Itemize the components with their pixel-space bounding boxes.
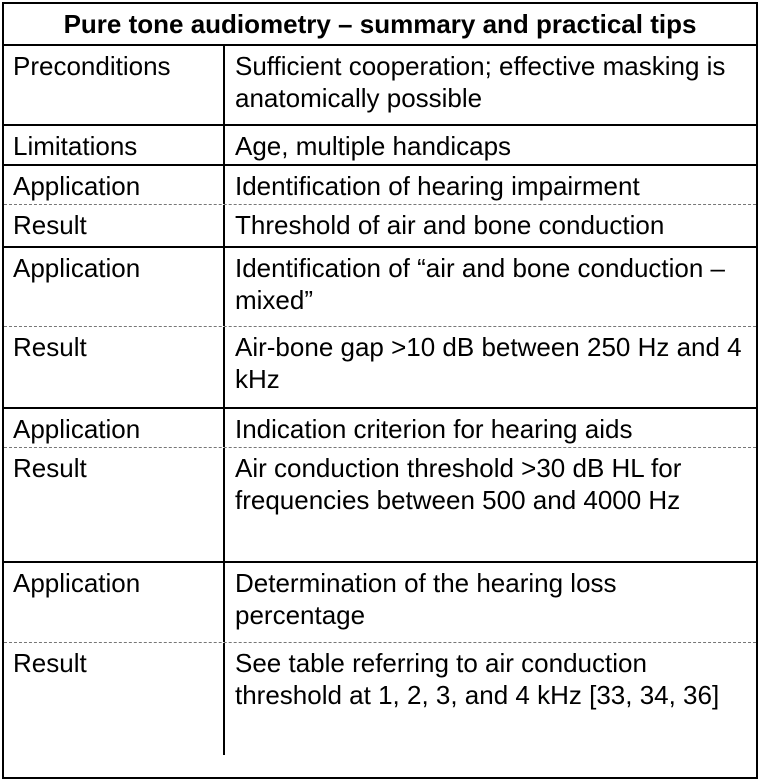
row-value: Air-bone gap >10 dB between 250 Hz and 4 kHz [235,332,742,394]
row-label: Application [4,409,225,447]
table-row [4,327,756,409]
row-label: Preconditions [4,46,225,124]
table-row [4,409,756,448]
row-label: Application [4,166,225,204]
row-value: Identification of hearing impairment [235,171,640,201]
table-row [4,205,756,248]
table-row [4,126,756,166]
table-row [4,643,756,755]
table-row [4,563,756,643]
row-label: Result [4,205,225,246]
row-label: Result [4,327,225,407]
summary-table [2,2,758,779]
row-label: Application [4,248,225,326]
table-row [4,166,756,205]
row-value: See table referring to air conduction threshold at 1, 2, 3, and 4 kHz [33, 34, 36] [235,648,720,710]
table-row [4,248,756,327]
row-value: Determination of the hearing loss percentage [235,568,617,630]
row-label: Result [4,448,225,561]
row-label: Result [4,643,225,755]
table-title: Pure tone audiometry – summary and practical tips [4,4,756,46]
row-label: Limitations [4,126,225,164]
table-row [4,46,756,126]
row-value: Air conduction threshold >30 dB HL for frequencies between 500 and 4000 Hz [235,453,682,515]
row-value: Identification of “air and bone conduction – mixed” [235,253,726,315]
row-value: Sufficient cooperation; effective masking is anatomically possible [235,51,726,113]
table-row [4,448,756,563]
row-value: Indication criterion for hearing aids [235,414,633,444]
row-label: Application [4,563,225,642]
row-value: Threshold of air and bone conduction [235,210,665,240]
row-value: Age, multiple handicaps [235,131,512,161]
